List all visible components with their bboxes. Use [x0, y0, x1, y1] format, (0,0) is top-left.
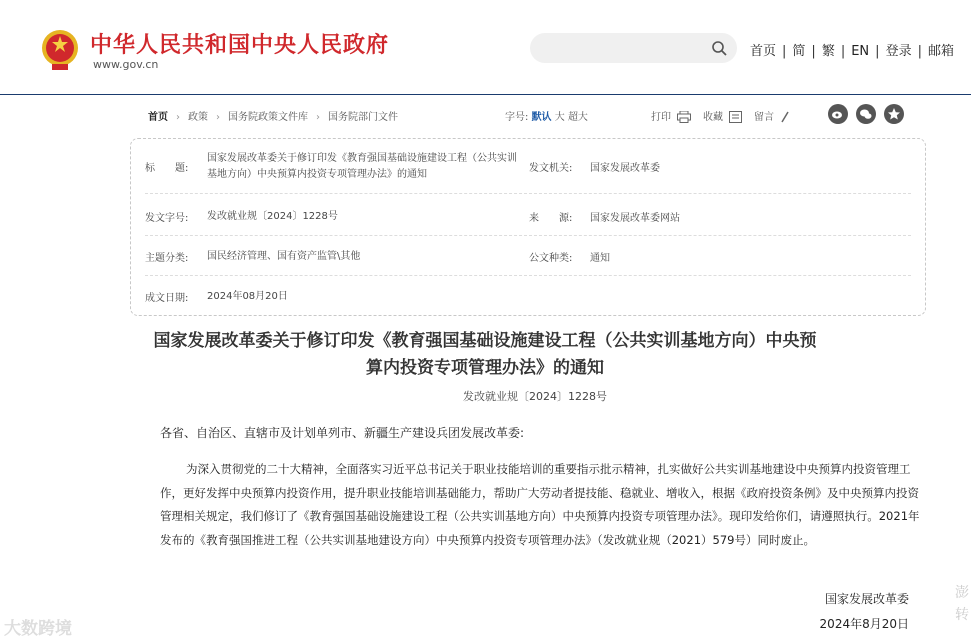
- toolbar: [148, 108, 918, 126]
- font-size-xlarge[interactable]: 超大: [567, 112, 588, 123]
- nav-english[interactable]: EN: [851, 44, 870, 59]
- article-title: 国家发展改革委关于修订印发《教育强国基础设施建设工程（公共实训基地方向）中央预算内投资专项管理办法》的通知: [153, 331, 817, 378]
- nav-separator: |: [811, 44, 816, 59]
- site-url[interactable]: www.gov.cn: [93, 58, 159, 71]
- nav-login[interactable]: 登录: [885, 44, 912, 59]
- wechat-icon[interactable]: [856, 104, 876, 124]
- favorite-label[interactable]: 收藏: [703, 112, 723, 123]
- weibo-icon[interactable]: [828, 104, 848, 124]
- nav-separator: |: [782, 44, 787, 59]
- article-docno: 发改就业规〔2024〕1228号: [463, 390, 607, 403]
- share-buttons: [828, 104, 912, 124]
- nav-separator: |: [917, 44, 922, 59]
- comment-icon[interactable]: [780, 111, 790, 123]
- type-label: 公文种类:: [529, 253, 573, 264]
- breadcrumb: [148, 108, 398, 123]
- print-icon[interactable]: [677, 111, 691, 123]
- divider: [145, 193, 911, 194]
- nav-traditional[interactable]: 繁: [821, 44, 835, 59]
- search-icon[interactable]: [711, 40, 727, 56]
- article-date: 2024年8月20日: [819, 617, 909, 631]
- chevron-right-icon: ›: [316, 112, 320, 123]
- breadcrumb-home[interactable]: 首页: [148, 112, 168, 123]
- date-value: 2024年08月20日: [207, 291, 288, 302]
- title-label: 标 题:: [145, 163, 189, 174]
- chevron-right-icon: ›: [176, 112, 180, 123]
- nav-mailbox[interactable]: 邮箱: [927, 44, 954, 59]
- breadcrumb-policy-library[interactable]: 国务院政策文件库: [228, 112, 308, 123]
- site-title[interactable]: 中华人民共和国中央人民政府: [90, 33, 390, 58]
- font-size-default[interactable]: 默认: [531, 112, 552, 123]
- category-value: 国民经济管理、国有资产监管\其他: [207, 251, 361, 262]
- divider: [145, 275, 911, 276]
- print-label[interactable]: 打印: [651, 112, 671, 123]
- nav-separator: |: [840, 44, 846, 59]
- issuer-label: 发文机关:: [529, 163, 573, 174]
- article-body: 为深入贯彻党的二十大精神，全面落实习近平总书记关于职业技能培训的重要指示批示精神，扎实做好公共实训基地建设中央预算内投资管理工作，更好发挥中央预算内投资作用，提升职业技能培训基础能力，帮助广大劳动者提技能、稳就业、增收入，根据《政府投资条例》及中央预算内投资管理相关规定，我们修订了《教育强国基础设施建设工程（公共实训基地方向）中央预算内投资专项管理办法》。现印发给你们，请遵照执行。2021年发布的《教育强国推进工程（公共实训基地建设方向）中央预算内投资专项管理办法》（发改就业规（2021）579号）同时废止。: [160, 462, 920, 547]
- docno-label: 发文字号:: [145, 213, 189, 224]
- type-value: 通知: [590, 253, 610, 264]
- breadcrumb-department-docs[interactable]: 国务院部门文件: [328, 112, 398, 123]
- source-label: 来 源:: [529, 213, 573, 224]
- nav-simplified[interactable]: 简: [792, 44, 806, 59]
- watermark-right: 澎转: [955, 585, 969, 623]
- category-label: 主题分类:: [145, 253, 189, 264]
- title-value: 国家发展改革委关于修订印发《教育强国基础设施建设工程（公共实训基地方向）中央预算内投资专项管理办法》的通知: [207, 153, 517, 180]
- nav-home[interactable]: 首页: [750, 44, 777, 59]
- favorite-icon[interactable]: [729, 111, 742, 123]
- docno-value: 发改就业规〔2024〕1228号: [207, 211, 338, 222]
- top-nav: [750, 40, 954, 59]
- chevron-right-icon: ›: [216, 112, 220, 123]
- bookmark-icon[interactable]: [884, 104, 904, 124]
- article-salutation: 各省、自治区、直辖市及计划单列市、新疆生产建设兵团发展改革委:: [160, 426, 525, 440]
- article-signature: 国家发展改革委: [824, 592, 909, 606]
- national-emblem-icon[interactable]: [40, 28, 80, 72]
- date-label: 成文日期:: [145, 293, 189, 304]
- watermark-left: 大数跨境: [4, 619, 72, 639]
- font-size-label: 字号:: [505, 112, 529, 123]
- document-info-panel: [130, 138, 926, 316]
- search-input[interactable]: [530, 33, 737, 63]
- font-size-selector: [505, 108, 588, 123]
- breadcrumb-policy[interactable]: 政策: [188, 112, 208, 123]
- font-size-large[interactable]: 大: [554, 112, 565, 123]
- comment-label[interactable]: 留言: [754, 112, 774, 123]
- source-value: 国家发展改革委网站: [590, 213, 680, 224]
- site-header: [0, 0, 971, 95]
- issuer-value: 国家发展改革委: [590, 163, 660, 174]
- article-tools: [651, 108, 802, 123]
- nav-separator: |: [875, 44, 880, 59]
- divider: [145, 235, 911, 236]
